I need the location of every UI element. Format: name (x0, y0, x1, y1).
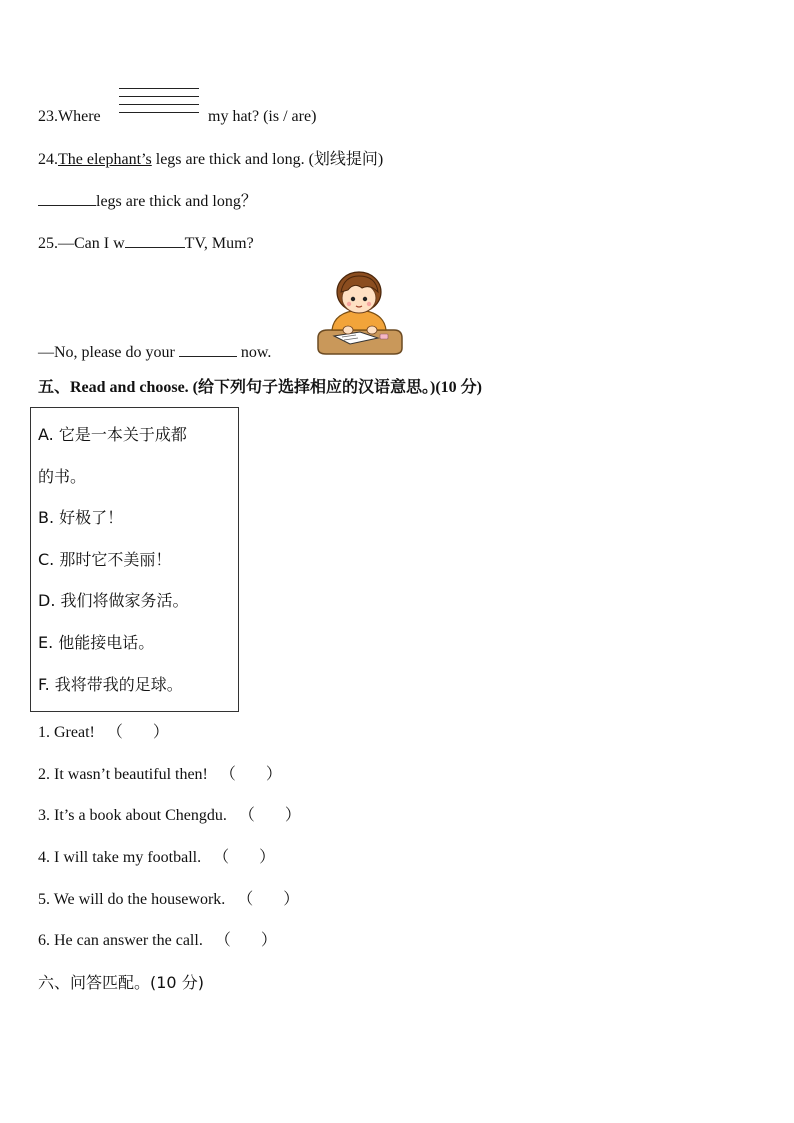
q23-blank-lines (119, 88, 199, 122)
answer-paren-open: （ (214, 932, 231, 949)
q24-blank (38, 191, 96, 206)
q25-reply (38, 342, 271, 363)
list-item (38, 723, 169, 743)
answer-paren-close: ） (152, 724, 169, 741)
q24-underlined: The elephant’s (58, 151, 152, 168)
option-a: A. 它是一本关于成都 (38, 425, 187, 444)
list-item (38, 848, 275, 868)
item-2-text: 2. It wasn’t beautiful then! (38, 766, 208, 783)
q24-answer-line (38, 191, 257, 212)
q24-number: 24. (38, 151, 58, 168)
q24-answer-text: legs are thick and long？ (96, 193, 257, 210)
q25-question (38, 233, 254, 254)
answer-paren-open: （ (213, 849, 230, 866)
q25-blank-2 (179, 342, 237, 357)
option-f: F. 我将带我的足球。 (38, 675, 183, 694)
q25-reply-before: —No, please do your (38, 344, 175, 361)
answer-paren-close: ） (284, 807, 301, 824)
section5-title: 五、Read and choose. (给下列句子选择相应的汉语意思。)(10 分) (38, 379, 482, 396)
item-6-text: 6. He can answer the call. (38, 932, 203, 949)
q23-before: Where (58, 108, 101, 125)
q25-question-after: TV, Mum? (184, 235, 254, 252)
q25-reply-after: now. (240, 344, 272, 361)
answer-paren-open: （ (219, 766, 236, 783)
item-5-text: 5. We will do the housework. (38, 891, 226, 908)
option-e: E. 他能接电话。 (38, 633, 155, 652)
answer-paren-open: （ (237, 891, 254, 908)
answer-paren-open: （ (238, 807, 255, 824)
option-c: C. 那时它不美丽！ (38, 550, 172, 569)
q23-after: my hat? (is / are) (208, 108, 317, 125)
boy-doing-homework-icon (314, 268, 404, 358)
list-item (38, 806, 301, 826)
q25-question-text: —Can I w (58, 235, 125, 252)
answer-paren-close: ） (260, 932, 277, 949)
q23-line (38, 107, 101, 127)
list-item (38, 890, 299, 910)
option-d: D. 我们将做家务活。 (38, 591, 189, 610)
answer-paren-open: （ (106, 724, 123, 741)
q24-line (38, 150, 383, 170)
item-3-text: 3. It’s a book about Chengdu. (38, 807, 227, 824)
q25-number: 25. (38, 235, 58, 252)
q25-blank-1 (125, 233, 185, 248)
q24-rest: legs are thick and long. (划线提问) (151, 151, 384, 168)
item-4-text: 4. I will take my football. (38, 849, 202, 866)
section6-title: 六、问答匹配。(10 分) (38, 973, 204, 992)
answer-paren-close: ） (259, 849, 276, 866)
list-item (38, 931, 277, 951)
item-1-text: 1. Great! (38, 724, 95, 741)
answer-paren-close: ） (283, 891, 300, 908)
answer-paren-close: ） (265, 766, 282, 783)
list-item (38, 765, 282, 785)
option-b: B. 好极了！ (38, 508, 124, 527)
option-a-continued: 的书。 (38, 467, 87, 486)
q23-number: 23. (38, 108, 58, 125)
